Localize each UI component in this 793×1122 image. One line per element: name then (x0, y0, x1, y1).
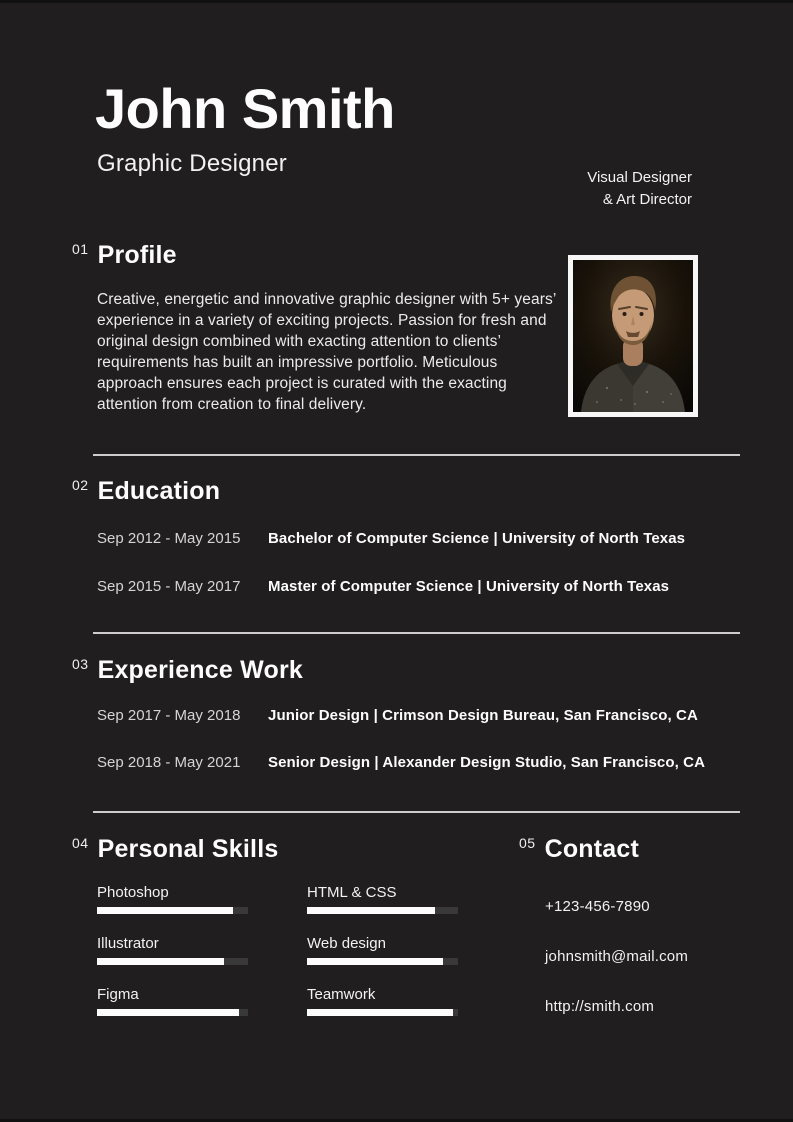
contact-website: http://smith.com (545, 998, 655, 1015)
tagline (587, 167, 692, 210)
person-name: John Smith (95, 77, 395, 140)
skill-item (97, 986, 248, 1037)
skill-progress-bar (307, 1009, 458, 1016)
skill-label: Photoshop (97, 884, 169, 901)
skill-label: Illustrator (97, 935, 159, 952)
contact-section-number: 05 (519, 835, 536, 851)
experience-section-heading (72, 656, 303, 684)
skill-item (97, 935, 248, 986)
person-role: Graphic Designer (97, 150, 287, 177)
skill-label: Teamwork (307, 986, 376, 1003)
contact-list (545, 899, 688, 1049)
experience-item (97, 707, 698, 724)
education-section-number: 02 (72, 477, 89, 493)
skill-item (307, 935, 458, 986)
experience-detail: Junior Design | Crimson Design Bureau, San Francisco, CA (268, 707, 698, 724)
skills-section-number: 04 (72, 835, 89, 851)
profile-section-title: Profile (97, 241, 177, 269)
education-item (97, 578, 669, 595)
education-detail: Master of Computer Science | University of North Texas (268, 578, 670, 595)
skill-progress-fill (307, 958, 443, 965)
skill-progress-fill (97, 907, 233, 914)
contact-section-title: Contact (544, 835, 640, 863)
skills-grid (97, 884, 458, 1037)
skill-label: HTML & CSS (307, 884, 397, 901)
experience-detail: Senior Design | Alexander Design Studio, San Francisco, CA (268, 754, 706, 771)
education-detail: Bachelor of Computer Science | University of North Texas (268, 530, 686, 547)
skill-progress-bar (97, 958, 248, 965)
skill-progress-fill (307, 1009, 453, 1016)
tagline-line-2: & Art Director (602, 190, 692, 208)
education-dates: Sep 2012 - May 2015 (97, 530, 241, 547)
skill-label: Figma (97, 986, 139, 1003)
portrait-illustration (573, 260, 693, 412)
skill-progress-fill (97, 1009, 239, 1016)
skill-label: Web design (307, 935, 386, 952)
contact-section-heading (519, 835, 639, 863)
profile-summary: Creative, energetic and innovative graphic designer with 5+ years’ experience in a variety of exciting projects. Passion for fresh and original design combined with exacting attention to clients’ requirements has built an impressive portfolio. Meticulous approach ensures each project is curated with the exacting attention from creation to final delivery. (97, 291, 556, 413)
skills-section-heading (72, 835, 278, 863)
contact-email: johnsmith@mail.com (545, 948, 689, 965)
experience-section-title: Experience Work (97, 656, 303, 684)
skill-progress-bar (307, 907, 458, 914)
tagline-line-1: Visual Designer (587, 169, 692, 186)
experience-dates: Sep 2018 - May 2021 (97, 754, 241, 771)
skill-progress-bar (97, 1009, 248, 1016)
divider (93, 632, 740, 634)
contact-phone: +123-456-7890 (545, 898, 650, 915)
profile-photo (568, 255, 698, 417)
skills-section-title: Personal Skills (97, 835, 279, 863)
profile-section-number: 01 (72, 241, 89, 257)
skill-progress-fill (97, 958, 224, 965)
skill-item (307, 986, 458, 1037)
education-section-heading (72, 477, 220, 505)
experience-section-number: 03 (72, 656, 89, 672)
skill-progress-bar (307, 958, 458, 965)
skill-item (307, 884, 458, 935)
experience-item (97, 754, 705, 771)
education-dates: Sep 2015 - May 2017 (97, 578, 241, 595)
skill-item (97, 884, 248, 935)
education-section-title: Education (97, 477, 221, 505)
education-item (97, 530, 685, 547)
skill-progress-bar (97, 907, 248, 914)
skill-progress-fill (307, 907, 435, 914)
experience-dates: Sep 2017 - May 2018 (97, 707, 241, 724)
divider (93, 454, 740, 456)
divider (93, 811, 740, 813)
profile-section-heading (72, 241, 177, 269)
